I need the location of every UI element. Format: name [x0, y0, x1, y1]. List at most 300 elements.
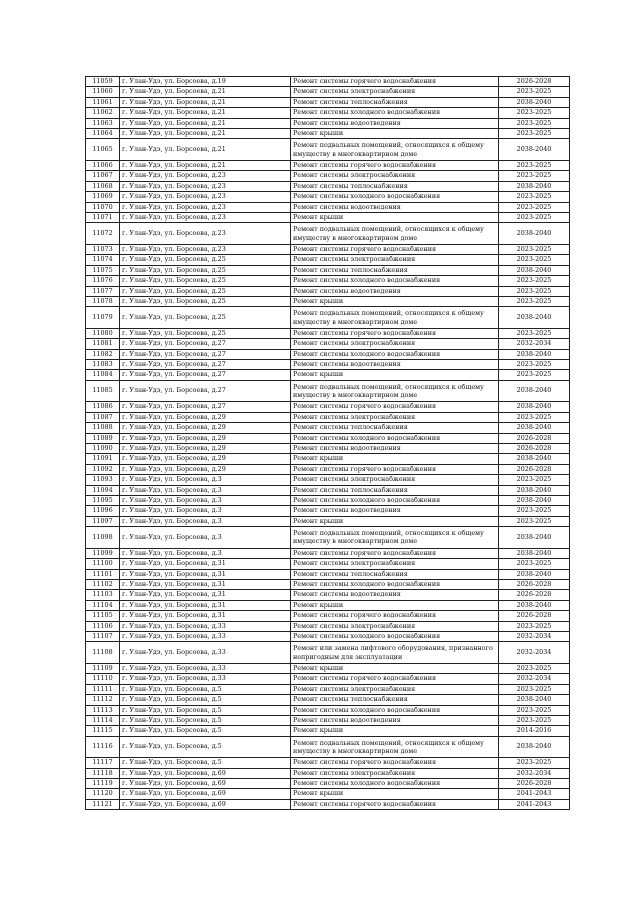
row-number-cell: 11105 [86, 611, 120, 621]
work-type-cell: Ремонт системы горячего водоснабжения [291, 611, 499, 621]
row-number-cell: 11073 [86, 244, 120, 254]
row-number-cell: 11082 [86, 349, 120, 359]
work-type-cell: Ремонт системы электроснабжения [291, 559, 499, 569]
work-type-cell: Ремонт системы водоотведения [291, 506, 499, 516]
work-type-cell: Ремонт системы теплоснабжения [291, 695, 499, 705]
address-cell: г. Улан-Удэ, ул. Борсоева, д.23 [120, 223, 291, 245]
period-cell: 2023-2025 [499, 412, 570, 422]
row-number-cell: 11117 [86, 758, 120, 768]
period-cell: 2023-2025 [499, 328, 570, 338]
row-number-cell: 11094 [86, 485, 120, 495]
table-row [86, 631, 570, 641]
work-type-cell: Ремонт системы электроснабжения [291, 475, 499, 485]
row-number-cell: 11098 [86, 527, 120, 549]
address-cell: г. Улан-Удэ, ул. Борсоева, д.69 [120, 779, 291, 789]
period-cell: 2023-2025 [499, 360, 570, 370]
period-cell: 2023-2025 [499, 621, 570, 631]
row-number-cell: 11115 [86, 726, 120, 736]
period-cell: 2038-2040 [499, 223, 570, 245]
address-cell: г. Улан-Удэ, ул. Борсоева, д.31 [120, 579, 291, 589]
row-number-cell: 11100 [86, 559, 120, 569]
work-type-cell: Ремонт системы электроснабжения [291, 768, 499, 778]
work-type-cell: Ремонт системы холодного водоснабжения [291, 705, 499, 715]
period-cell: 2023-2025 [499, 202, 570, 212]
work-type-cell: Ремонт системы горячего водоснабжения [291, 674, 499, 684]
table-row [86, 475, 570, 485]
row-number-cell: 11106 [86, 621, 120, 631]
row-number-cell: 11102 [86, 579, 120, 589]
table-row [86, 611, 570, 621]
period-cell: 2038-2040 [499, 181, 570, 191]
address-cell: г. Улан-Удэ, ул. Борсоева, д.5 [120, 726, 291, 736]
row-number-cell: 11068 [86, 181, 120, 191]
period-cell: 2026-2028 [499, 433, 570, 443]
table-row [86, 276, 570, 286]
period-cell: 2038-2040 [499, 380, 570, 402]
address-cell: г. Улан-Удэ, ул. Борсоева, д.5 [120, 705, 291, 715]
table-row [86, 443, 570, 453]
period-cell: 2023-2025 [499, 758, 570, 768]
period-cell: 2032-2034 [499, 768, 570, 778]
period-cell: 2023-2025 [499, 684, 570, 694]
row-number-cell: 11060 [86, 87, 120, 97]
address-cell: г. Улан-Удэ, ул. Борсоева, д.27 [120, 339, 291, 349]
address-cell: г. Улан-Удэ, ул. Борсоева, д.21 [120, 160, 291, 170]
table-row [86, 548, 570, 558]
row-number-cell: 11109 [86, 663, 120, 673]
table-row [86, 160, 570, 170]
period-cell: 2023-2025 [499, 516, 570, 526]
period-cell: 2023-2025 [499, 212, 570, 222]
row-number-cell: 11070 [86, 202, 120, 212]
table-row [86, 674, 570, 684]
work-type-cell: Ремонт крыши [291, 600, 499, 610]
row-number-cell: 11071 [86, 212, 120, 222]
row-number-cell: 11085 [86, 380, 120, 402]
period-cell: 2038-2040 [499, 527, 570, 549]
period-cell: 2038-2040 [499, 349, 570, 359]
period-cell: 2026-2028 [499, 611, 570, 621]
row-number-cell: 11120 [86, 789, 120, 799]
address-cell: г. Улан-Удэ, ул. Борсоева, д.31 [120, 559, 291, 569]
row-number-cell: 11074 [86, 255, 120, 265]
address-cell: г. Улан-Удэ, ул. Борсоева, д.23 [120, 202, 291, 212]
row-number-cell: 11095 [86, 496, 120, 506]
address-cell: г. Улан-Удэ, ул. Борсоева, д.27 [120, 380, 291, 402]
table-row [86, 621, 570, 631]
row-number-cell: 11086 [86, 402, 120, 412]
address-cell: г. Улан-Удэ, ул. Борсоева, д.25 [120, 328, 291, 338]
work-type-cell: Ремонт системы холодного водоснабжения [291, 433, 499, 443]
period-cell: 2026-2028 [499, 590, 570, 600]
row-number-cell: 11112 [86, 695, 120, 705]
table-body [86, 77, 570, 810]
period-cell: 2026-2028 [499, 77, 570, 87]
work-type-cell: Ремонт подвальных помещений, относящихся к общему имуществу в многоквартирном доме [291, 223, 499, 245]
row-number-cell: 11075 [86, 265, 120, 275]
table-row [86, 684, 570, 694]
row-number-cell: 11114 [86, 715, 120, 725]
period-cell: 2023-2025 [499, 663, 570, 673]
row-number-cell: 11101 [86, 569, 120, 579]
table-row [86, 705, 570, 715]
table-row [86, 97, 570, 107]
table-row [86, 360, 570, 370]
address-cell: г. Улан-Удэ, ул. Борсоева, д.31 [120, 590, 291, 600]
period-cell: 2026-2028 [499, 443, 570, 453]
period-cell: 2026-2028 [499, 579, 570, 589]
table-row [86, 380, 570, 402]
table-row [86, 527, 570, 549]
row-number-cell: 11092 [86, 464, 120, 474]
row-number-cell: 11065 [86, 139, 120, 161]
address-cell: г. Улан-Удэ, ул. Борсоева, д.29 [120, 423, 291, 433]
table-row [86, 307, 570, 329]
address-cell: г. Улан-Удэ, ул. Борсоева, д.33 [120, 642, 291, 664]
work-type-cell: Ремонт системы водоотведения [291, 202, 499, 212]
period-cell: 2023-2025 [499, 118, 570, 128]
work-type-cell: Ремонт системы горячего водоснабжения [291, 464, 499, 474]
table-row [86, 758, 570, 768]
address-cell: г. Улан-Удэ, ул. Борсоева, д.21 [120, 108, 291, 118]
address-cell: г. Улан-Удэ, ул. Борсоева, д.5 [120, 736, 291, 758]
period-cell: 2038-2040 [499, 265, 570, 275]
work-type-cell: Ремонт системы водоотведения [291, 715, 499, 725]
work-type-cell: Ремонт системы электроснабжения [291, 621, 499, 631]
address-cell: г. Улан-Удэ, ул. Борсоева, д.33 [120, 631, 291, 641]
table-row [86, 485, 570, 495]
work-type-cell: Ремонт или замена лифтового оборудования, признанного непригодным для эксплуатации [291, 642, 499, 664]
work-type-cell: Ремонт крыши [291, 726, 499, 736]
work-type-cell: Ремонт системы электроснабжения [291, 339, 499, 349]
work-type-cell: Ремонт крыши [291, 296, 499, 306]
table-row [86, 579, 570, 589]
period-cell: 2032-2034 [499, 339, 570, 349]
table-row [86, 212, 570, 222]
address-cell: г. Улан-Удэ, ул. Борсоева, д.31 [120, 569, 291, 579]
row-number-cell: 11066 [86, 160, 120, 170]
table-row [86, 799, 570, 809]
period-cell: 2038-2040 [499, 454, 570, 464]
work-type-cell: Ремонт системы теплоснабжения [291, 485, 499, 495]
work-type-cell: Ремонт системы горячего водоснабжения [291, 244, 499, 254]
row-number-cell: 11076 [86, 276, 120, 286]
table-row [86, 223, 570, 245]
period-cell: 2038-2040 [499, 569, 570, 579]
table-row [86, 296, 570, 306]
work-type-cell: Ремонт крыши [291, 516, 499, 526]
work-type-cell: Ремонт крыши [291, 663, 499, 673]
table-row [86, 464, 570, 474]
table-row [86, 433, 570, 443]
work-type-cell: Ремонт системы холодного водоснабжения [291, 779, 499, 789]
work-type-cell: Ремонт системы горячего водоснабжения [291, 402, 499, 412]
table-row [86, 559, 570, 569]
address-cell: г. Улан-Удэ, ул. Борсоева, д.5 [120, 758, 291, 768]
table-row [86, 715, 570, 725]
period-cell: 2032-2034 [499, 674, 570, 684]
period-cell: 2038-2040 [499, 307, 570, 329]
address-cell: г. Улан-Удэ, ул. Борсоева, д.33 [120, 674, 291, 684]
address-cell: г. Улан-Удэ, ул. Борсоева, д.29 [120, 464, 291, 474]
table-row [86, 569, 570, 579]
table-row [86, 192, 570, 202]
row-number-cell: 11113 [86, 705, 120, 715]
address-cell: г. Улан-Удэ, ул. Борсоева, д.5 [120, 695, 291, 705]
row-number-cell: 11081 [86, 339, 120, 349]
period-cell: 2041-2043 [499, 799, 570, 809]
period-cell: 2023-2025 [499, 559, 570, 569]
row-number-cell: 11084 [86, 370, 120, 380]
table-row [86, 181, 570, 191]
table-row [86, 129, 570, 139]
period-cell: 2023-2025 [499, 370, 570, 380]
address-cell: г. Улан-Удэ, ул. Борсоева, д.25 [120, 265, 291, 275]
row-number-cell: 11099 [86, 548, 120, 558]
period-cell: 2032-2034 [499, 642, 570, 664]
table-row [86, 244, 570, 254]
row-number-cell: 11059 [86, 77, 120, 87]
work-type-cell: Ремонт системы горячего водоснабжения [291, 799, 499, 809]
address-cell: г. Улан-Удэ, ул. Борсоева, д.27 [120, 360, 291, 370]
address-cell: г. Улан-Удэ, ул. Борсоева, д.21 [120, 118, 291, 128]
period-cell: 2041-2043 [499, 789, 570, 799]
address-cell: г. Улан-Удэ, ул. Борсоева, д.21 [120, 139, 291, 161]
row-number-cell: 11091 [86, 454, 120, 464]
period-cell: 2023-2025 [499, 475, 570, 485]
table-row [86, 265, 570, 275]
period-cell: 2032-2034 [499, 631, 570, 641]
period-cell: 2023-2025 [499, 108, 570, 118]
row-number-cell: 11104 [86, 600, 120, 610]
work-type-cell: Ремонт крыши [291, 789, 499, 799]
row-number-cell: 11089 [86, 433, 120, 443]
work-type-cell: Ремонт системы водоотведения [291, 360, 499, 370]
table-row [86, 255, 570, 265]
address-cell: г. Улан-Удэ, ул. Борсоева, д.3 [120, 496, 291, 506]
row-number-cell: 11097 [86, 516, 120, 526]
row-number-cell: 11107 [86, 631, 120, 641]
row-number-cell: 11080 [86, 328, 120, 338]
row-number-cell: 11121 [86, 799, 120, 809]
address-cell: г. Улан-Удэ, ул. Борсоева, д.27 [120, 349, 291, 359]
address-cell: г. Улан-Удэ, ул. Борсоева, д.3 [120, 548, 291, 558]
table-row [86, 779, 570, 789]
row-number-cell: 11108 [86, 642, 120, 664]
work-type-cell: Ремонт системы горячего водоснабжения [291, 758, 499, 768]
row-number-cell: 11067 [86, 171, 120, 181]
period-cell: 2038-2040 [499, 423, 570, 433]
row-number-cell: 11063 [86, 118, 120, 128]
work-type-cell: Ремонт системы горячего водоснабжения [291, 77, 499, 87]
address-cell: г. Улан-Удэ, ул. Борсоева, д.3 [120, 485, 291, 495]
row-number-cell: 11110 [86, 674, 120, 684]
work-type-cell: Ремонт системы водоотведения [291, 443, 499, 453]
table-row [86, 590, 570, 600]
period-cell: 2038-2040 [499, 139, 570, 161]
work-type-cell: Ремонт системы холодного водоснабжения [291, 631, 499, 641]
table-row [86, 402, 570, 412]
address-cell: г. Улан-Удэ, ул. Борсоева, д.33 [120, 621, 291, 631]
period-cell: 2038-2040 [499, 736, 570, 758]
address-cell: г. Улан-Удэ, ул. Борсоева, д.69 [120, 799, 291, 809]
row-number-cell: 11072 [86, 223, 120, 245]
row-number-cell: 11111 [86, 684, 120, 694]
address-cell: г. Улан-Удэ, ул. Борсоева, д.5 [120, 715, 291, 725]
work-type-cell: Ремонт системы холодного водоснабжения [291, 496, 499, 506]
work-type-cell: Ремонт подвальных помещений, относящихся к общему имуществу в многоквартирном доме [291, 736, 499, 758]
address-cell: г. Улан-Удэ, ул. Борсоева, д.69 [120, 789, 291, 799]
period-cell: 2038-2040 [499, 600, 570, 610]
work-type-cell: Ремонт системы горячего водоснабжения [291, 160, 499, 170]
table-row [86, 370, 570, 380]
period-cell: 2023-2025 [499, 286, 570, 296]
address-cell: г. Улан-Удэ, ул. Борсоева, д.69 [120, 768, 291, 778]
period-cell: 2026-2028 [499, 779, 570, 789]
table-row [86, 695, 570, 705]
table-row [86, 171, 570, 181]
row-number-cell: 11077 [86, 286, 120, 296]
table-row [86, 454, 570, 464]
table-row [86, 139, 570, 161]
table-row [86, 77, 570, 87]
work-type-cell: Ремонт крыши [291, 370, 499, 380]
table-row [86, 516, 570, 526]
table-row [86, 736, 570, 758]
table-row [86, 789, 570, 799]
table-row [86, 600, 570, 610]
work-type-cell: Ремонт подвальных помещений, относящихся к общему имуществу в многоквартирном доме [291, 139, 499, 161]
work-type-cell: Ремонт системы теплоснабжения [291, 97, 499, 107]
address-cell: г. Улан-Удэ, ул. Борсоева, д.19 [120, 77, 291, 87]
row-number-cell: 11069 [86, 192, 120, 202]
work-type-cell: Ремонт системы теплоснабжения [291, 265, 499, 275]
address-cell: г. Улан-Удэ, ул. Борсоева, д.23 [120, 181, 291, 191]
address-cell: г. Улан-Удэ, ул. Борсоева, д.5 [120, 684, 291, 694]
work-type-cell: Ремонт крыши [291, 212, 499, 222]
work-type-cell: Ремонт системы водоотведения [291, 286, 499, 296]
period-cell: 2023-2025 [499, 276, 570, 286]
table-row [86, 328, 570, 338]
row-number-cell: 11088 [86, 423, 120, 433]
work-type-cell: Ремонт системы теплоснабжения [291, 181, 499, 191]
address-cell: г. Улан-Удэ, ул. Борсоева, д.25 [120, 255, 291, 265]
table-row [86, 108, 570, 118]
address-cell: г. Улан-Удэ, ул. Борсоева, д.21 [120, 97, 291, 107]
table-row [86, 768, 570, 778]
address-cell: г. Улан-Удэ, ул. Борсоева, д.23 [120, 192, 291, 202]
address-cell: г. Улан-Удэ, ул. Борсоева, д.3 [120, 516, 291, 526]
table-row [86, 202, 570, 212]
work-type-cell: Ремонт крыши [291, 129, 499, 139]
work-type-cell: Ремонт системы теплоснабжения [291, 569, 499, 579]
row-number-cell: 11061 [86, 97, 120, 107]
row-number-cell: 11093 [86, 475, 120, 485]
period-cell: 2023-2025 [499, 705, 570, 715]
work-type-cell: Ремонт системы электроснабжения [291, 412, 499, 422]
table-row [86, 663, 570, 673]
address-cell: г. Улан-Удэ, ул. Борсоева, д.29 [120, 412, 291, 422]
work-type-cell: Ремонт системы холодного водоснабжения [291, 579, 499, 589]
table-row [86, 339, 570, 349]
table-row [86, 496, 570, 506]
period-cell: 2023-2025 [499, 715, 570, 725]
work-type-cell: Ремонт системы водоотведения [291, 118, 499, 128]
period-cell: 2023-2025 [499, 296, 570, 306]
address-cell: г. Улан-Удэ, ул. Борсоева, д.25 [120, 307, 291, 329]
period-cell: 2023-2025 [499, 255, 570, 265]
work-type-cell: Ремонт системы электроснабжения [291, 87, 499, 97]
work-type-cell: Ремонт системы холодного водоснабжения [291, 108, 499, 118]
address-cell: г. Улан-Удэ, ул. Борсоева, д.23 [120, 244, 291, 254]
row-number-cell: 11116 [86, 736, 120, 758]
address-cell: г. Улан-Удэ, ул. Борсоева, д.21 [120, 129, 291, 139]
table-row [86, 506, 570, 516]
work-type-cell: Ремонт крыши [291, 454, 499, 464]
work-type-cell: Ремонт системы горячего водоснабжения [291, 328, 499, 338]
work-type-cell: Ремонт системы холодного водоснабжения [291, 192, 499, 202]
address-cell: г. Улан-Удэ, ул. Борсоева, д.25 [120, 296, 291, 306]
period-cell: 2038-2040 [499, 695, 570, 705]
address-cell: г. Улан-Удэ, ул. Борсоева, д.25 [120, 286, 291, 296]
table-row [86, 726, 570, 736]
row-number-cell: 11118 [86, 768, 120, 778]
work-type-cell: Ремонт системы электроснабжения [291, 171, 499, 181]
table-row [86, 87, 570, 97]
table-row [86, 349, 570, 359]
period-cell: 2038-2040 [499, 548, 570, 558]
work-type-cell: Ремонт системы горячего водоснабжения [291, 548, 499, 558]
period-cell: 2023-2025 [499, 87, 570, 97]
period-cell: 2038-2040 [499, 496, 570, 506]
period-cell: 2026-2028 [499, 464, 570, 474]
work-type-cell: Ремонт системы холодного водоснабжения [291, 276, 499, 286]
table-row [86, 423, 570, 433]
table-row [86, 412, 570, 422]
work-type-cell: Ремонт подвальных помещений, относящихся к общему имуществу в многоквартирном доме [291, 380, 499, 402]
period-cell: 2014-2016 [499, 726, 570, 736]
row-number-cell: 11083 [86, 360, 120, 370]
work-type-cell: Ремонт системы электроснабжения [291, 255, 499, 265]
address-cell: г. Улан-Удэ, ул. Борсоева, д.25 [120, 276, 291, 286]
address-cell: г. Улан-Удэ, ул. Борсоева, д.29 [120, 443, 291, 453]
period-cell: 2023-2025 [499, 192, 570, 202]
address-cell: г. Улан-Удэ, ул. Борсоева, д.33 [120, 663, 291, 673]
repair-schedule-table [85, 76, 570, 810]
work-type-cell: Ремонт подвальных помещений, относящихся к общему имуществу в многоквартирном доме [291, 307, 499, 329]
address-cell: г. Улан-Удэ, ул. Борсоева, д.23 [120, 171, 291, 181]
address-cell: г. Улан-Удэ, ул. Борсоева, д.21 [120, 87, 291, 97]
table-row [86, 642, 570, 664]
period-cell: 2023-2025 [499, 129, 570, 139]
period-cell: 2023-2025 [499, 506, 570, 516]
row-number-cell: 11090 [86, 443, 120, 453]
period-cell: 2023-2025 [499, 244, 570, 254]
address-cell: г. Улан-Удэ, ул. Борсоева, д.29 [120, 433, 291, 443]
work-type-cell: Ремонт системы холодного водоснабжения [291, 349, 499, 359]
address-cell: г. Улан-Удэ, ул. Борсоева, д.29 [120, 454, 291, 464]
period-cell: 2023-2025 [499, 160, 570, 170]
address-cell: г. Улан-Удэ, ул. Борсоева, д.31 [120, 600, 291, 610]
address-cell: г. Улан-Удэ, ул. Борсоева, д.31 [120, 611, 291, 621]
row-number-cell: 11119 [86, 779, 120, 789]
address-cell: г. Улан-Удэ, ул. Борсоева, д.3 [120, 506, 291, 516]
address-cell: г. Улан-Удэ, ул. Борсоева, д.3 [120, 527, 291, 549]
row-number-cell: 11064 [86, 129, 120, 139]
row-number-cell: 11079 [86, 307, 120, 329]
period-cell: 2038-2040 [499, 402, 570, 412]
table-row [86, 286, 570, 296]
